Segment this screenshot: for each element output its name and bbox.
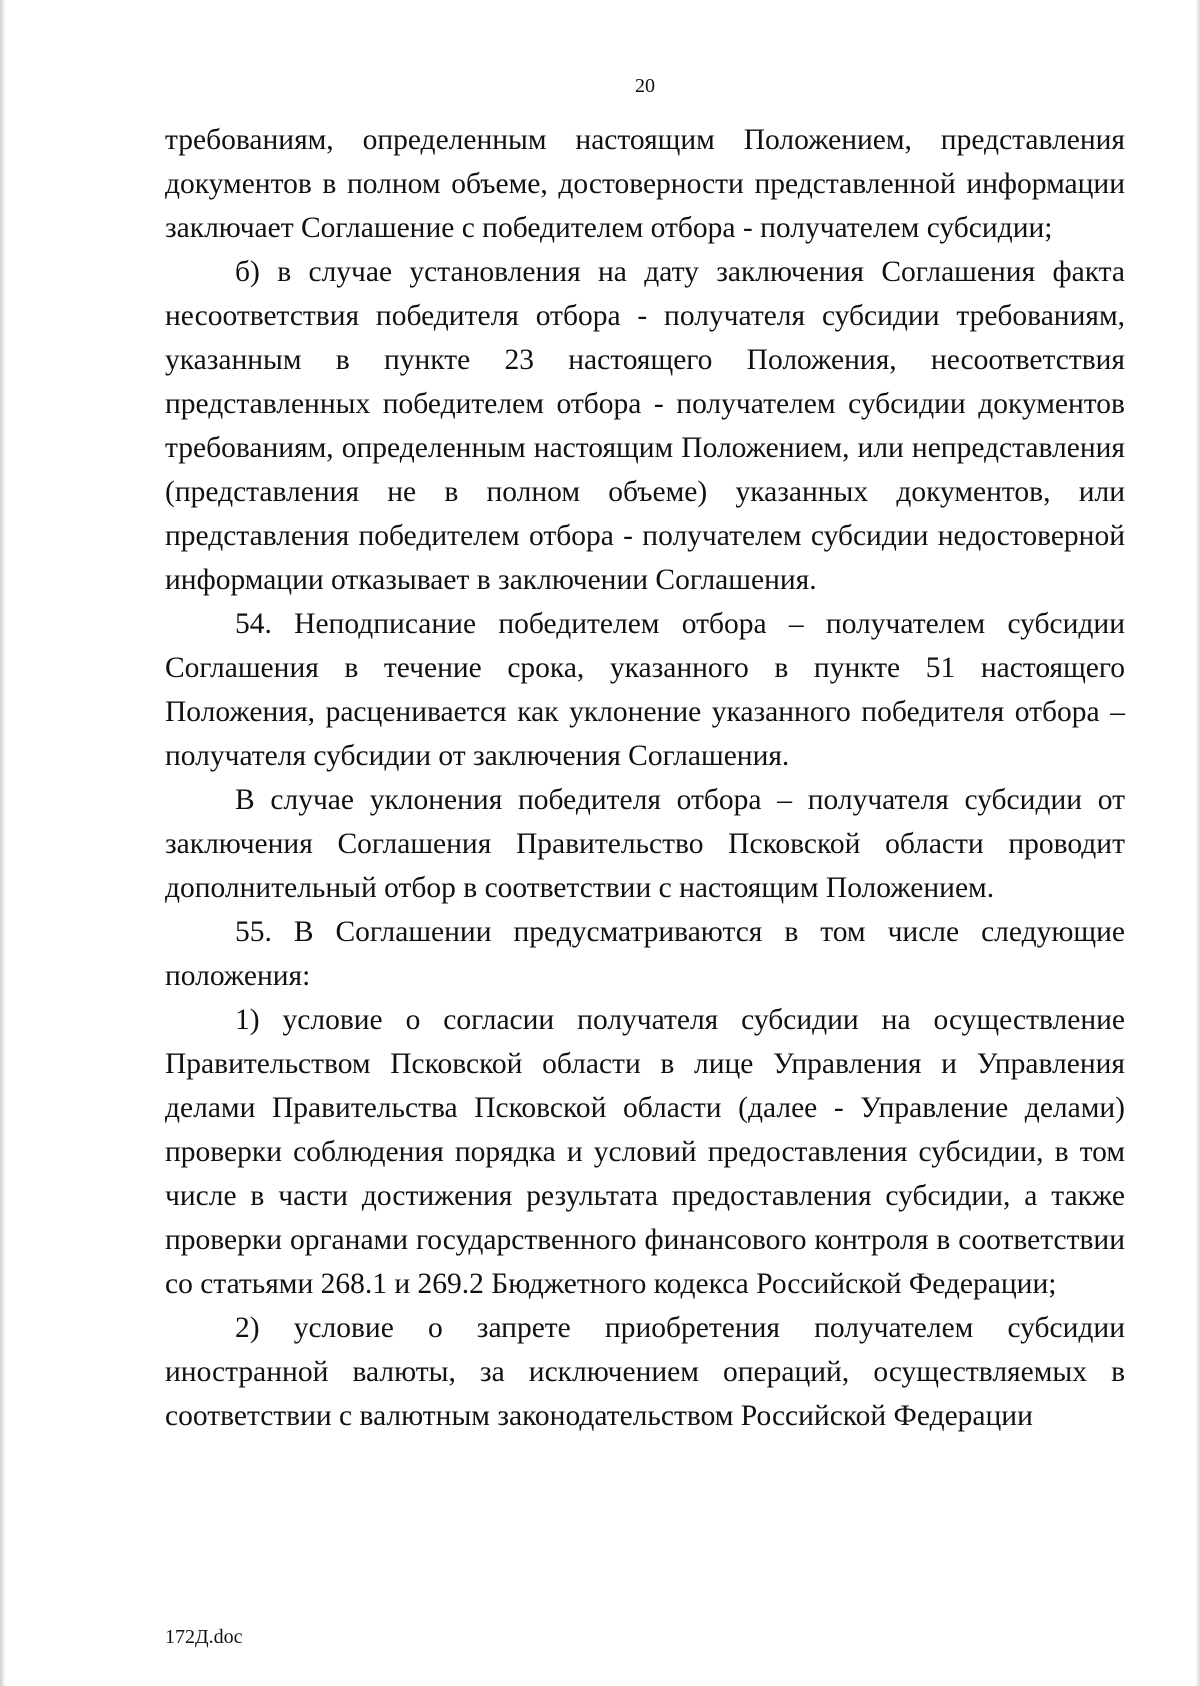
paragraph-54: 54. Неподписание победителем отбора – получателем субсидии Соглашения в течение срока, указанного в пункте 51 настоящего Положения, расценивается как уклонение указанного победителя отбора – получателя субсидии от заключения Соглашения. [165, 608, 1125, 772]
footer-filename: 172Д.doc [165, 1626, 243, 1648]
paragraph-item-2: 2) условие о запрете приобретения получателем субсидии иностранной валюты, за исключением операций, осуществляемых в соответствии с валютным законодательством Российской Федерации [165, 1312, 1125, 1432]
paragraph-evasion: В случае уклонения победителя отбора – получателя субсидии от заключения Соглашения Правительство Псковской области проводит дополнительный отбор в соответствии с настоящим Положением. [165, 784, 1125, 904]
scan-edge-right [1195, 0, 1200, 1686]
page-number: 20 [635, 75, 655, 97]
document-body [165, 118, 1125, 1438]
scan-edge-left [0, 0, 6, 1686]
paragraph-item-b: б) в случае установления на дату заключения Соглашения факта несоответствия победителя отбора - получателя субсидии требованиям, указанным в пункте 23 настоящего Положения, несоответствия представленных победителем отбора - получателем субсидии документов требованиям, определенным настоящим Положением, или непредставления (представления не в полном объеме) указанных документов, или представления победителем отбора - получателем субсидии недостоверной информации отказывает в заключении Соглашения. [165, 256, 1125, 596]
paragraph-55: 55. В Соглашении предусматриваются в том числе следующие положения: [165, 916, 1125, 992]
paragraph-continuation: требованиям, определенным настоящим Положением, представления документов в полном объеме, достоверности представленной информации заключает Соглашение с победителем отбора - получателем субсидии; [165, 124, 1125, 244]
paragraph-item-1: 1) условие о согласии получателя субсидии на осуществление Правительством Псковской области в лице Управления и Управления делами Правительства Псковской области (далее - Управление делами) проверки соблюдения порядка и условий предоставления субсидии, в том числе в части достижения результата предоставления субсидии, а также проверки органами государственного финансового контроля в соответствии со статьями 268.1 и 269.2 Бюджетного кодекса Российской Федерации; [165, 1004, 1125, 1300]
